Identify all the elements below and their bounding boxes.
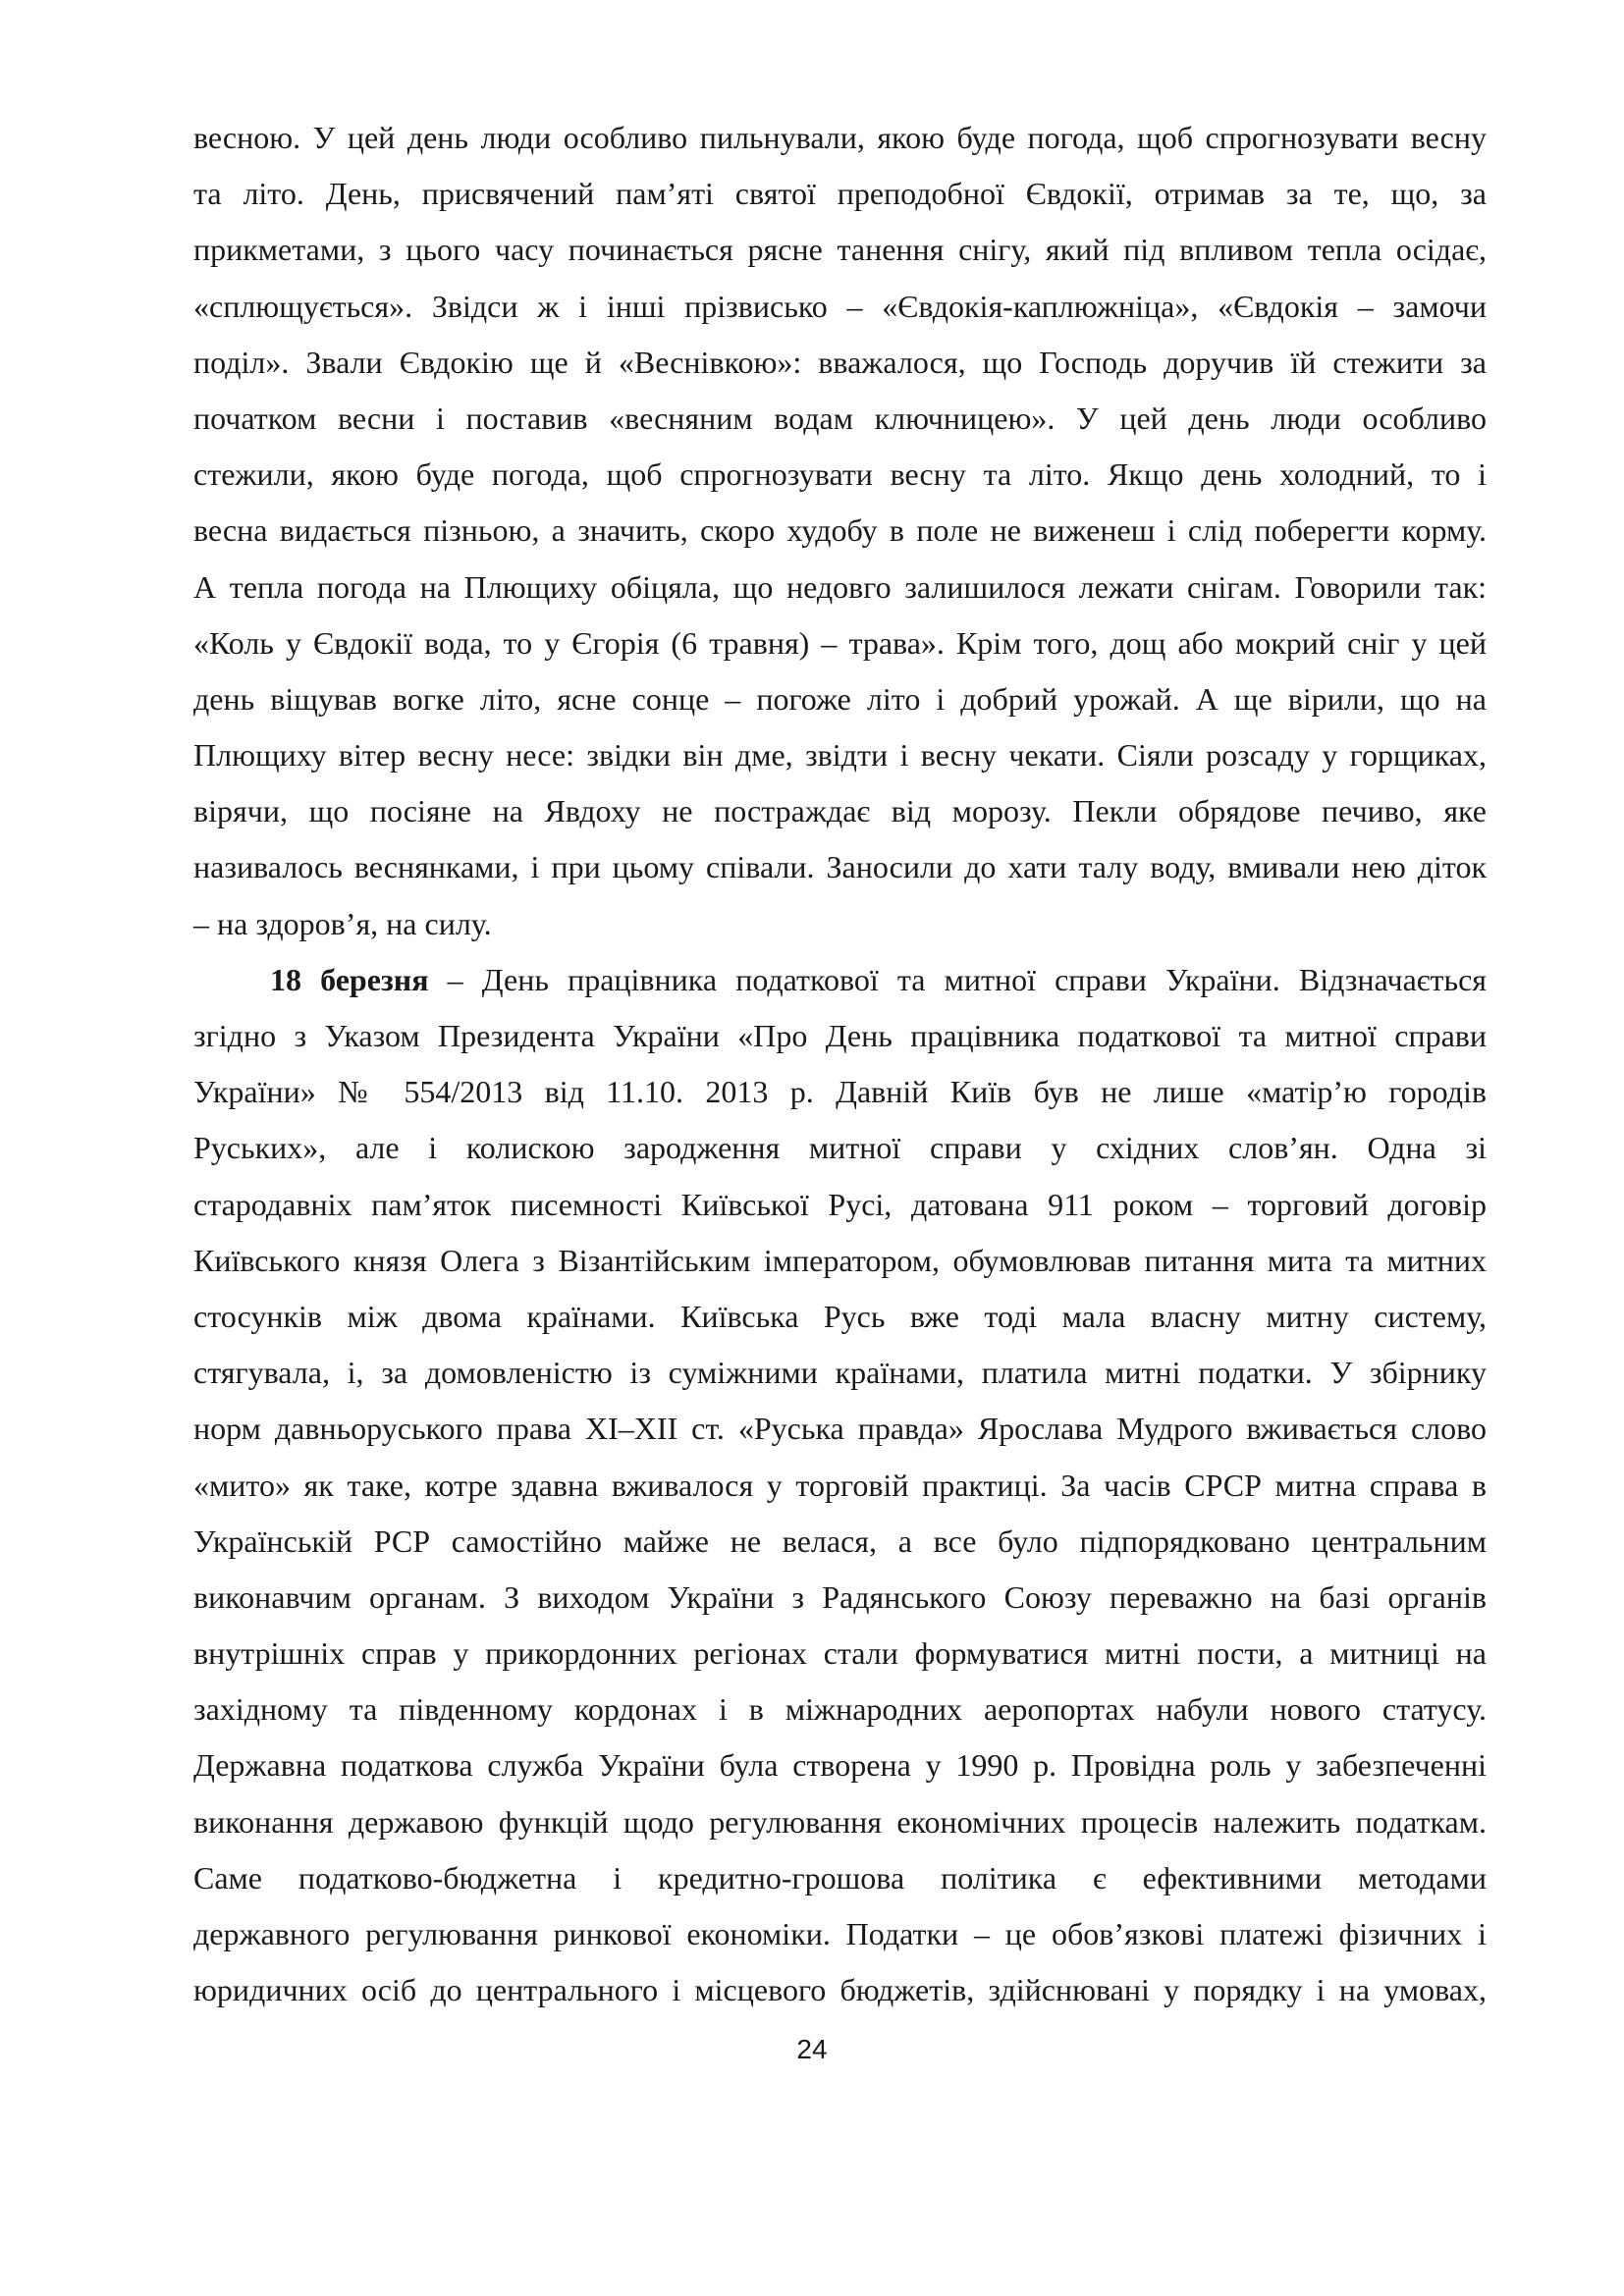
text-line: «Коль у Євдокії вода, то у Єгорія (6 травня) – трава». Крім того, дощ або мокрий сніг у цей — [193, 624, 1487, 661]
text-line: України» № 554/2013 від 11.10. 2013 р. Давній Київ був не лише «матір’ю городів — [193, 1074, 1487, 1110]
text-line: Українській РСР самостійно майже не велася, а все було підпорядковано центральним — [193, 1522, 1487, 1559]
text-line: державного регулювання ринкової економіки. Податки – це обов’язкові платежі фізичних і — [193, 1916, 1487, 1951]
text-line: Плющиху вітер весну несе: звідки він дме, звідти і весну чекати. Сіяли розсаду у горщиках, — [193, 737, 1487, 774]
text-line: «сплющується». Звідси ж і інші прізвисько – «Євдокія-каплюжніца», «Євдокія – замочи — [193, 288, 1487, 324]
text-line: стосунків між двома країнами. Київська Русь вже тоді мала власну митну систему, — [193, 1298, 1487, 1334]
text-line: стародавніх пам’яток писемності Київської Русі, датована 911 роком – торговий договір — [193, 1186, 1487, 1222]
text-line: день віщував вогке літо, ясне сонце – погоже літо і добрий урожай. А ще вірили, що на — [193, 680, 1487, 717]
paragraph-evdokia — [193, 110, 1487, 952]
text-line: – на здоров’я, на силу. — [193, 905, 492, 941]
page-number: 24 — [796, 2034, 828, 2064]
text-line: Руських», але і колискою зародження митної справи у східних слов’ян. Одна зі — [193, 1130, 1487, 1166]
text-line: весною. У цей день люди особливо пильнували, якою буде погода, щоб спрогнозувати весну — [193, 120, 1487, 155]
text-line: норм давньоруського права XI–XII ст. «Руська правда» Ярослава Мудрого вживається слово — [193, 1411, 1487, 1447]
text-line: Київського князя Олега з Візантійським імператором, обумовлював питання мита та митних — [193, 1242, 1487, 1278]
text-line: згідно з Указом Президента України «Про День працівника податкової та митної справи — [193, 1018, 1487, 1053]
text-line: поділ». Звали Євдокію ще й «Веснівкою»: вважалося, що Господь доручив їй стежити за — [193, 344, 1487, 380]
paragraph-tax-day — [193, 952, 1487, 2019]
date-heading: 18 березня — [270, 961, 429, 997]
text-line: юридичних осіб до центрального і місцевого бюджетів, здійснювані у порядку і на умовах, — [193, 1972, 1487, 2008]
text-line: виконання державою функцій щодо регулювання економічних процесів належить податкам. — [193, 1803, 1487, 1840]
text-line: Державна податкова служба України була створена у 1990 р. Провідна роль у забезпеченні — [193, 1747, 1487, 1784]
text-line: західному та південному кордонах і в міжнародних аеропортах набули нового статусу. — [193, 1691, 1487, 1728]
text-line: «мито» як таке, котре здавна вживалося у торговій практиці. За часів СРСР митна справа в — [193, 1467, 1487, 1503]
text-line: внутрішніх справ у прикордонних регіонах стали формуватися митні пости, а митниці на — [193, 1635, 1487, 1672]
text-line: весна видається пізньою, а значить, скоро худобу в поле не виженеш і слід поберегти корму. — [193, 512, 1487, 549]
text-line: називалось веснянками, і при цьому співали. Заносили до хати талу воду, вмивали нею діток — [193, 849, 1487, 885]
text-line — [193, 952, 1487, 1008]
text-line: стежили, якою буде погода, щоб спрогнозувати весну та літо. Якщо день холодний, то і — [193, 456, 1487, 493]
text-line: виконавчим органам. З виходом України з Радянського Союзу переважно на базі органів — [193, 1578, 1487, 1615]
text-line: стягувала, і, за домовленістю із суміжними країнами, платила митні податки. У збірнику — [193, 1355, 1487, 1391]
text-line: початком весни і поставив «весняним водам ключницею». У цей день люди особливо — [193, 400, 1487, 436]
text-line: вірячи, що посіяне на Явдоху не постраждає від морозу. Пекли обрядове печиво, яке — [193, 793, 1487, 829]
document-page — [193, 110, 1487, 2018]
text-line: прикметами, з цього часу починається рясне танення снігу, який під впливом тепла осідає, — [193, 232, 1487, 268]
text-segment: – День працівника податкової та митної справи України. Відзначається — [428, 961, 1488, 997]
text-line: Саме податково-бюджетна і кредитно-грошова політика є ефективними методами — [193, 1859, 1487, 1896]
text-line: та літо. День, присвячений пам’яті святої преподобної Євдокії, отримав за те, що, за — [193, 176, 1487, 212]
text-line: А тепла погода на Плющиху обіцяла, що недовго залишилося лежати снігам. Говорили так: — [193, 568, 1487, 605]
